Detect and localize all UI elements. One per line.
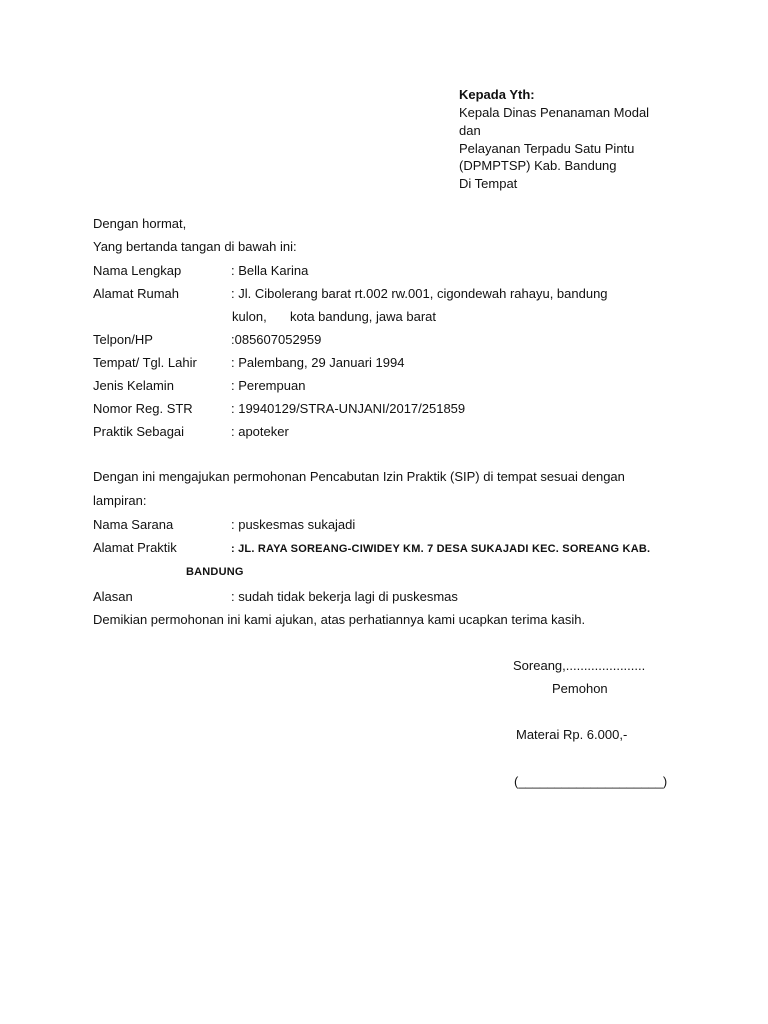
field-label-sarana: Nama Sarana — [93, 517, 174, 532]
field-label-alamat: Alamat Rumah — [93, 286, 179, 301]
recipient-line: Di Tempat — [459, 176, 518, 191]
field-value-str: : 19940129/STRA-UNJANI/2017/251859 — [231, 401, 466, 416]
field-value-alamat-praktik: : JL. RAYA SOREANG-CIWIDEY KM. 7 DESA SUKAJADI KEC. SOREANG KAB. — [231, 543, 651, 555]
field-label-nama: Nama Lengkap — [93, 263, 182, 278]
recipient-line: Kepala Dinas Penanaman Modal — [459, 105, 650, 120]
field-label-alasan: Alasan — [93, 589, 133, 604]
field-label-str: Nomor Reg. STR — [93, 401, 193, 416]
request-line: lampiran: — [93, 493, 147, 508]
field-value-kelamin: : Perempuan — [231, 378, 306, 393]
recipient-line: dan — [459, 123, 481, 138]
field-label-ttl: Tempat/ Tgl. Lahir — [93, 355, 197, 370]
field-label-telpon: Telpon/HP — [93, 332, 153, 347]
field-label-alamat-praktik: Alamat Praktik — [93, 540, 177, 555]
place-date: Soreang,...................... — [513, 658, 646, 673]
recipient-line: Pelayanan Terpadu Satu Pintu — [459, 141, 635, 156]
field-value-alamat: : Jl. Cibolerang barat rt.002 rw.001, cigondewah rahayu, bandung — [231, 286, 608, 301]
recipient-line: (DPMPTSP) Kab. Bandung — [459, 158, 617, 173]
field-value-alasan: : sudah tidak bekerja lagi di puskesmas — [231, 589, 458, 604]
field-value-sarana: : puskesmas sukajadi — [231, 517, 356, 532]
stamp-duty-note: Materai Rp. 6.000,- — [516, 727, 628, 742]
greeting: Dengan hormat, — [93, 216, 187, 231]
field-label-praktik: Praktik Sebagai — [93, 424, 185, 439]
field-value-nama: : Bella Karina — [231, 263, 309, 278]
recipient-heading: Kepada Yth: — [459, 87, 535, 102]
field-value-telpon: :085607052959 — [231, 332, 322, 347]
field-value-alamat-praktik-cont: BANDUNG — [186, 566, 244, 578]
field-value-ttl: : Palembang, 29 Januari 1994 — [231, 355, 405, 370]
field-value-praktik: : apoteker — [231, 424, 289, 439]
field-value-alamat-cont: kota bandung, jawa barat — [290, 309, 436, 324]
field-value-alamat-cont: kulon, — [232, 309, 267, 324]
signer-role: Pemohon — [552, 681, 608, 696]
request-line: Dengan ini mengajukan permohonan Pencabutan Izin Praktik (SIP) di tempat sesuai dengan — [93, 469, 625, 484]
closing-statement: Demikian permohonan ini kami ajukan, atas perhatiannya kami ucapkan terima kasih. — [93, 612, 586, 627]
intro: Yang bertanda tangan di bawah ini: — [93, 239, 297, 254]
signature-line: (____________________) — [514, 774, 668, 789]
field-label-kelamin: Jenis Kelamin — [93, 378, 174, 393]
